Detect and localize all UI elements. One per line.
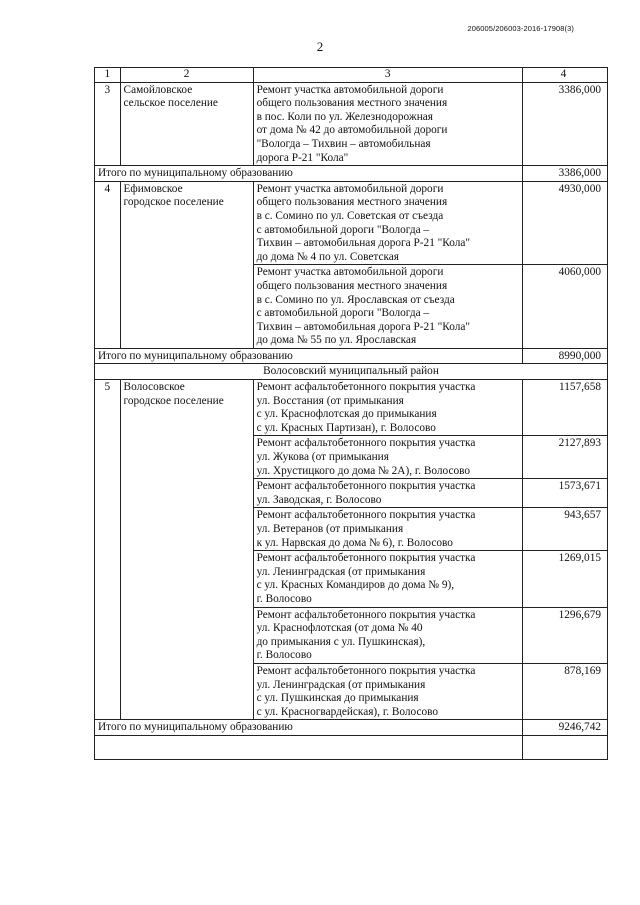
header-row xyxy=(95,68,608,83)
amount-value: 4060,000 xyxy=(522,265,607,349)
work-description: Ремонт асфальтобетонного покрытия участка ул. Ветеранов (от примыкания к ул. Нарвская до дома № 6), г. Волосово xyxy=(253,508,522,551)
amount-value: 1573,671 xyxy=(522,479,607,508)
total-value: 8990,000 xyxy=(522,348,607,364)
amount-value: 4930,000 xyxy=(522,181,607,265)
total-row xyxy=(95,166,608,182)
work-description: Ремонт асфальтобетонного покрытия участка ул. Краснофлотская (от дома № 40 до примыкания с ул. Пушкинская), г. Волосово xyxy=(253,607,522,663)
work-description: Ремонт асфальтобетонного покрытия участка ул. Заводская, г. Волосово xyxy=(253,479,522,508)
district-row xyxy=(95,364,608,380)
total-label: Итого по муниципальному образованию xyxy=(95,720,523,736)
total-label: Итого по муниципальному образованию xyxy=(95,166,523,182)
total-row xyxy=(95,348,608,364)
settlement-name: Ефимовское городское поселение xyxy=(120,181,253,348)
table-row xyxy=(95,82,608,166)
row-number: 4 xyxy=(95,181,121,348)
work-description: Ремонт асфальтобетонного покрытия участка ул. Ленинградская (от примыкания с ул. Пушкинская до примыкания с ул. Красногвардейская), г. Волосово xyxy=(253,663,522,719)
work-description: Ремонт участка автомобильной дороги общего пользования местного значения в пос. Коли по ул. Железнодорожная от дома № 42 до автомобильной дороги "Вологда – Тихвин – автомобильная дорога Р-21 "Кола" xyxy=(253,82,522,166)
amount-value: 943,657 xyxy=(522,508,607,551)
amount-value: 1157,658 xyxy=(522,380,607,436)
total-row xyxy=(95,720,608,736)
work-description: Ремонт участка автомобильной дороги общего пользования местного значения в с. Сомино по ул. Советская от съезда с автомобильной дороги "Вологда – Тихвин – автомобильная дорога Р-21 "Кола" до дома № 4 по ул. Советская xyxy=(253,181,522,265)
header-col-4: 4 xyxy=(522,68,607,83)
settlement-name: Волосовское городское поселение xyxy=(120,380,253,720)
document-id: 206005/206003-2016-17908(3) xyxy=(467,24,574,33)
total-value: 3386,000 xyxy=(522,166,607,182)
empty-cell xyxy=(95,735,523,759)
row-number: 5 xyxy=(95,380,121,720)
row-number: 3 xyxy=(95,82,121,166)
amount-value: 3386,000 xyxy=(522,82,607,166)
work-description: Ремонт асфальтобетонного покрытия участка ул. Ленинградская (от примыкания с ул. Красных Командиров до дома № 9), г. Волосово xyxy=(253,551,522,607)
work-description: Ремонт асфальтобетонного покрытия участка ул. Восстания (от примыкания с ул. Краснофлотская до примыкания с ул. Красных Партизан), г. Волосово xyxy=(253,380,522,436)
settlement-name: Самойловское сельское поселение xyxy=(120,82,253,166)
total-label: Итого по муниципальному образованию xyxy=(95,348,523,364)
amount-value: 878,169 xyxy=(522,663,607,719)
work-description: Ремонт асфальтобетонного покрытия участка ул. Жукова (от примыкания ул. Хрустицкого до дома № 2А), г. Волосово xyxy=(253,436,522,479)
amount-value: 1269,015 xyxy=(522,551,607,607)
empty-row xyxy=(95,735,608,759)
page-number: 2 xyxy=(316,39,324,54)
header-col-1: 1 xyxy=(95,68,121,83)
table-row xyxy=(95,380,608,436)
work-description: Ремонт участка автомобильной дороги общего пользования местного значения в с. Сомино по ул. Ярославская от съезда с автомобильной дороги "Вологда – Тихвин – автомобильная дорога Р-21 "Кола" до дома № 55 по ул. Ярославская xyxy=(253,265,522,349)
table-row xyxy=(95,181,608,265)
amount-value: 1296,679 xyxy=(522,607,607,663)
header-col-2: 2 xyxy=(120,68,253,83)
district-title: Волосовский муниципальный район xyxy=(95,364,608,380)
amount-value: 2127,893 xyxy=(522,436,607,479)
empty-cell xyxy=(522,735,607,759)
total-value: 9246,742 xyxy=(522,720,607,736)
funding-table xyxy=(94,67,608,760)
header-col-3: 3 xyxy=(253,68,522,83)
